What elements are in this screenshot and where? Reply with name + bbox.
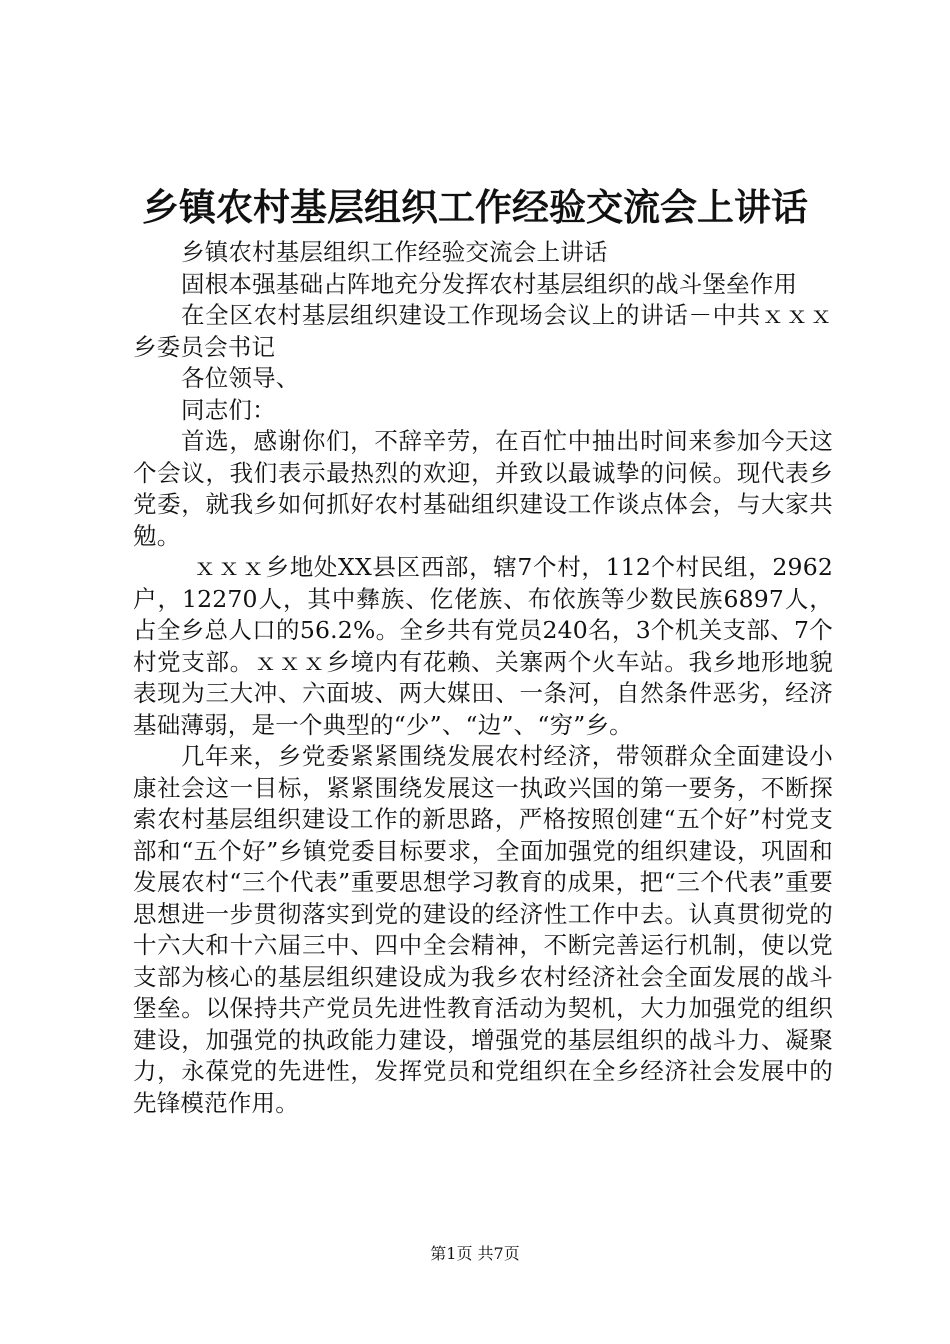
paragraph-salutation-leaders: 各位领导、 xyxy=(181,364,300,392)
paragraph-party-work: 几年来，乡党委紧紧围绕发展农村经济，带领群众全面建设小康社会这一目标，紧紧围绕发展这一执政兴国的第一要务，不断探索农村基层组织建设工作的新思路，严格按照创建“五个好”村党支部和“五个好”乡镇党委目标要求，全面加强党的组织建设，巩固和发展农村“三个代表”重要思想学习教育的成果，把“三个代表”重要思想进一步贯彻落实到党的建设的经济性工作中去。认真贯彻党的十六大和十六届三中、四中全会精神，不断完善运行机制，使以党支部为核心的基层组织建设成为我乡农村经济社会全面发展的战斗堡垒。以保持共产党员先进性教育活动为契机，大力加强党的组织建设，加强党的执政能力建设，增强党的基层组织的战斗力、凝聚力，永葆党的先进性，发挥党员和党组织在全乡经济社会发展中的先锋模范作用。 xyxy=(133,742,833,1117)
paragraph-subtitle: 乡镇农村基层组织工作经验交流会上讲话 xyxy=(181,238,608,266)
paragraph-salutation-comrades: 同志们： xyxy=(181,395,276,424)
document-title: 乡镇农村基层组织工作经验交流会上讲话 xyxy=(142,186,808,229)
paragraph-township-overview: ｘｘｘ乡地处XX县区西部，辖7个村，112个村民组，2962户，12270人，其中彝族、仡佬族、布依族等少数民族6897人，占全乡总人口的56.2%。全乡共有党员240名，3个机关支部、7个村党支部。ｘｘｘ乡境内有花赖、关寨两个火车站。我乡地形地貌表现为三大冲、六面坡、两大媒田、一条河，自然条件恶劣，经济基础薄弱，是一个典型的“少”、“边”、“穷”乡。 xyxy=(133,553,833,739)
paragraph-opening: 首选，感谢你们，不辞辛劳，在百忙中抽出时间来参加今天这个会议，我们表示最热烈的欢迎，并致以最诚挚的问候。现代表乡党委，就我乡如何抓好农村基础组织建设工作谈点体会，与大家共勉。 xyxy=(133,427,833,550)
document-body xyxy=(133,237,833,1119)
paragraph-speaker: 在全区农村基层组织建设工作现场会议上的讲话－中共ｘｘｘ乡委员会书记 xyxy=(133,301,833,361)
page-footer: 第1页 共7页 xyxy=(430,1244,520,1263)
paragraph-theme: 固根本强基础占阵地充分发挥农村基层组织的战斗堡垒作用 xyxy=(181,269,798,298)
